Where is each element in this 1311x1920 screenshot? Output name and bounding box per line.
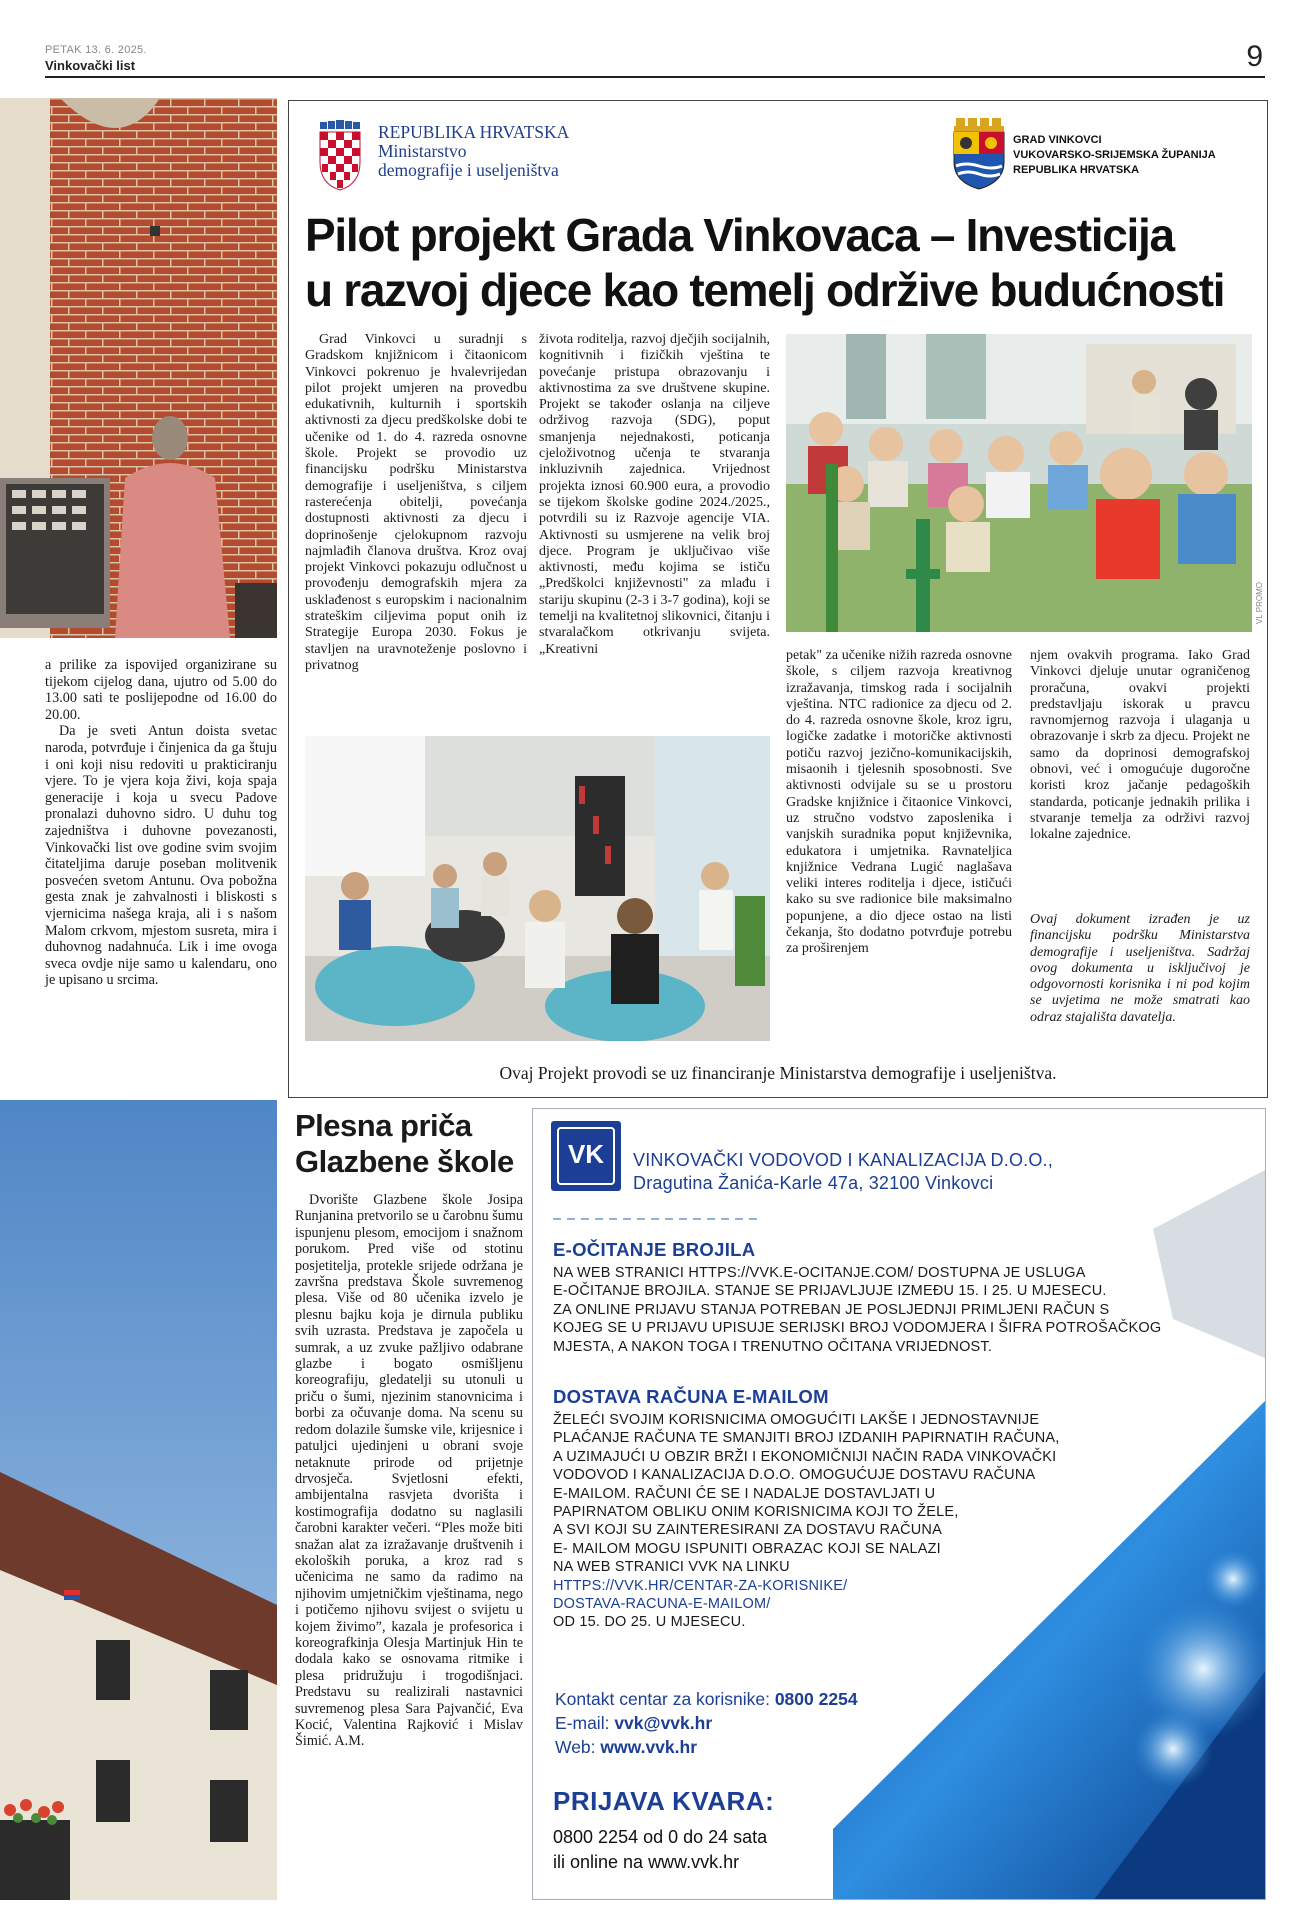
- dance-paragraph: Dvorište Glazbene škole Josipa Runjanina pretvorilo se u čarobnu šumu ispunjenu plesom, emocijom i snažnom porukom. Pred više od stotinu posjetitelja, protekle srijede održana je završna predstava Škole suvremenog plesa. Više od 80 učenika izvelo je plesnu bajku koja je dirnula publiku svih uzrasta. Predstava je započela u sumrak, a uz zvuke pažljivo odabrane glazbe i bogato osmišljenu koreografiju, gledatelji su utonuli u priču o šumi, njezinim stanovnicima i borbi za očuvanje doma. Na scenu su redom dolazile šumske vile, krijesnice i patuljci ujedinjeni u obrani svoje netaknute prirode od prijetnje drvosječa. Svjetlosni efekti, ambijentalna rasvjeta dvorišta i kostimografija dodatno su naglasili čarobni karakter večeri. “Ples može biti snažan alat za izražavanje društvenih i ekoloških poruka, a kroz rad s učenicima ne samo da radimo na njihovim umjetničkim vještinama, nego i potičemo njihovu svijest o svijetu u kojem živimo”, kazala je profesorica i koreografkinja Olesja Martinjuk Hin te dodala kako se osnovama ritmike i plesa pridružuju i trogodišnjaci. Predstavu su realizirali nastavnici suvremenog plesa Sara Pajvančić, Eva Kocić, Valentina Rajković i Mislav Šimić. A.M.: [295, 1192, 523, 1750]
- billing-form-link[interactable]: HTTPS://VVK.HR/CENTAR-ZA-KORISNIKE/: [553, 1577, 848, 1594]
- headline-line: u razvoj djece kao temelj održive budućnosti: [305, 264, 1225, 316]
- ad-line: NA WEB STRANICI VVK NA LINKU: [553, 1559, 790, 1576]
- city-line: REPUBLIKA HRVATSKA: [1013, 164, 1140, 176]
- company-info: [633, 1149, 1053, 1195]
- article-column-4: [1030, 648, 1250, 844]
- title-line: Plesna priča: [295, 1108, 472, 1143]
- eu-disclaimer: Ovaj dokument izrađen je uz financijsku podršku Ministarstva demografije i useljeništva. Sadržaj ovog dokumenta u isključivoj je odgovornosti korisnika i ni pod kojim se uvjetima ne može smatrati kao odraz stajališta davatelja.: [1030, 912, 1250, 1025]
- ad-line: A SVI KOJI SU ZAINTERESIRANI ZA DOSTAVU RAČUNA: [553, 1522, 942, 1539]
- issue-date: PETAK 13. 6. 2025.: [45, 44, 147, 56]
- dance-article-text: [295, 1192, 523, 1750]
- church-photo: [0, 98, 277, 638]
- headline-line: Pilot projekt Grada Vinkovaca – Investicija: [305, 209, 1174, 261]
- contact-phone[interactable]: 0800 2254: [774, 1689, 858, 1709]
- vvk-logo: [551, 1121, 621, 1191]
- article-paragraph: Grad Vinkovci u suradnji s Gradskom knjižnicom i čitaonicom Vinkovci pokrenuo je hvalevrijedan pilot projekt umjeren na provedbu edukativnih, kulturnih i sportskih aktivnosti za djecu predškolske dobi te učenike od 1. do 4. razreda osnovne škole. Projekt se provodio uz financijsku podršku Ministarstva demografije i useljeništva, s ciljem rasterećenja obitelji, povećanja dostupnosti aktivnosti za djecu i doprinošenje cjelokupnom razvoju najmlađih članova društva. Kroz ovaj projekt Vinkovci pokazuju odlučnost u provođenju demografskih mjera za usklađenost s europskim i nacionalnim strateškim ciljevima poput onih iz Strategije Europa 2030. Fokus je stavljen na uravnoteženje poslovno i privatnog: [305, 332, 527, 673]
- article-column-1: [305, 332, 527, 674]
- children-workshop-photo: [786, 334, 1252, 632]
- city-line: GRAD VINKOVCI: [1013, 134, 1102, 146]
- music-school-photo: [0, 1100, 277, 1900]
- title-line: Glazbene škole: [295, 1144, 514, 1179]
- ministry-line: REPUBLIKA HRVATSKA: [378, 122, 570, 142]
- fault-report-text: [553, 1825, 767, 1875]
- billing-form-link[interactable]: DOSTAVA-RACUNA-E-MAILOM/: [553, 1596, 771, 1613]
- ad-line: ZA ONLINE PRIJAVU STANJA POTREBAN JE POSLJEDNJI PRIMLJENI RAČUN S: [553, 1301, 1110, 1318]
- vvk-logo-letters: VK: [567, 1139, 605, 1169]
- city-name: [1013, 133, 1216, 178]
- fault-report-title: PRIJAVA KVARA:: [553, 1786, 775, 1816]
- croatian-coat-of-arms-icon: [318, 120, 362, 197]
- ad-line: NA WEB STRANICI HTTPS://VVK.E-OCITANJE.COM/ DOSTUPNA JE USLUGA: [553, 1265, 1086, 1281]
- left-article-text: [45, 657, 277, 989]
- city-line: VUKOVARSKO-SRIJEMSKA ŽUPANIJA: [1013, 149, 1216, 161]
- ad-line: E-MAILOM. RAČUNI ĆE SE I NADALJE DOSTAVLJATI U: [553, 1485, 936, 1502]
- article-column-3: [786, 648, 1012, 958]
- vvk-advertisement: [532, 1108, 1266, 1900]
- contact-email-line: [555, 1711, 858, 1735]
- photo-credit: VL PROMO: [1255, 582, 1264, 624]
- contact-web-line: [555, 1735, 858, 1759]
- company-name: VINKOVAČKI VODOVOD I KANALIZACIJA D.O.O.,: [633, 1150, 1053, 1170]
- left-paragraph: Da je sveti Antun doista svetac naroda, potvrđuje i činjenica da ga štuju i oni koji nisu redoviti u prakticiranju vjere. To je vjera koja živi, koja spaja generacije i koja u svecu Padove pronalazi duhovno sidro. U duhu tog zajedništva i duhovne povezanosti, Vinkovački list ove godine svim svojim čitateljima daruje poseban molitvenik posvećen svetom Antunu. Ova pobožna gesta znak je zahvalnosti i bliskosti s vjernicima našega kraja, ali i s našom Malom crkvom, mjestom susreta, mira i duhovnog nadahnuća. Lik i ime ovoga sveca ovdje nije samo u kalendaru, ono je upisano u srcima.: [45, 723, 277, 989]
- ministry-name: [378, 123, 569, 180]
- ad-line: E-OČITANJE BROJILA. STANJE SE PRIJAVLJUJE IZMEĐU 15. I 25. U MJESECU.: [553, 1283, 1107, 1300]
- ad-line: 0800 2254 od 0 do 24 sata: [553, 1827, 768, 1847]
- contact-phone-line: [555, 1687, 858, 1711]
- article-paragraph: petak" za učenike nižih razreda osnovne škole, s ciljem razvoja kreativnog izražavanja, timskog rada i socijalnih vještina. NTC radionice za djecu od 2. do 4. razreda osnovne škole, kroz igru, logičke zadatke i motoričke aktivnosti potiču razvoj jezično-komunikacijskih, misaonih i tjelesnih sposobnosti. Sve aktivnosti odvijale su se u prostoru Gradske knjižnice i čitaonice Vinkovci, uz stručno vodstvo zaposlenika i vanjskih suradnika poput književnika, edukatora i umjetnika. Ravnateljica knjižnice Vedrana Lugić naglašava veliki interes roditelja i djece, ističući kako su sve radionice bile maksimalno popunjene, a dio djece ostao na listi čekanja, što dodatno potvrđuje potrebu za proširenjem: [786, 648, 1012, 957]
- article-column-2: [539, 332, 770, 658]
- ad-line: MJESTA, A NAKON TOGA I TRENUTNO OČITANA VRIJEDNOST.: [553, 1338, 993, 1355]
- company-address: Dragutina Žanića-Karle 47a, 32100 Vinkovci: [633, 1173, 994, 1193]
- article-paragraph: života roditelja, razvoj dječjih socijalnih, kognitivnih i fizičkih vještina te povećanje pristupa obrazovanju i aktivnostima za sve društvene skupine. Projekt se također oslanja na ciljeve održivog razvoja (SDG), poput smanjenja nejednakosti, poticanja cjeloživotnog učenja te stvaranja inkluzivnih zajednica. Vrijednost projekta iznosi 60.900 eura, a provodio se tijekom školske godine 2024./2025., potvrdili su iz Razvoje agencije VIA. Aktivnosti su usmjerene na velik broj djece. Program je uključivao više aktivnosti, među kojima se ističu „Predškolci književnosti" za mlađu i stariju skupinu (2-3 i 3-7 godina), koji se temelji na kvalitetnoj slikovnici, čitanju i stvaralačkom otkrivanju svijeta. „Kreativni: [539, 332, 770, 657]
- library-meeting-photo: [305, 736, 770, 1041]
- email-billing-title: DOSTAVA RAČUNA E-MAILOM: [553, 1386, 829, 1407]
- contact-block: [555, 1687, 858, 1759]
- ad-line: PLAĆANJE RAČUNA TE SMANJITI BROJ IZDANIH PAPIRNATIH RAČUNA,: [553, 1430, 1060, 1447]
- dance-article-title: [295, 1108, 535, 1180]
- email-billing-text: [553, 1411, 1060, 1632]
- web-label: Web:: [555, 1737, 601, 1757]
- e-reading-title: E-OČITANJE BROJILA: [553, 1239, 756, 1260]
- left-paragraph: a prilike za ispovijed organizirane su tijekom cijelog dana, ujutro od 5.00 do 13.00 sati te poslijepodne od 16.00 do 20.00.: [45, 657, 277, 723]
- e-reading-text: [553, 1264, 1161, 1356]
- ad-line: KOJEG SE U PRIJAVU UPISUJE SERIJSKI BROJ VODOMJERA I ŠIFRA POTROŠAČKOG: [553, 1320, 1162, 1337]
- funding-note: Ovaj Projekt provodi se uz financiranje Ministarstva demografije i useljeništva.: [499, 1063, 1057, 1083]
- contact-label: Kontakt centar za korisnike:: [555, 1689, 775, 1709]
- page-number: 9: [1246, 40, 1263, 73]
- ad-line: OD 15. DO 25. U MJESECU.: [553, 1614, 746, 1631]
- header-rule: [45, 76, 1265, 78]
- ad-line: ŽELEĆI SVOJIM KORISNICIMA OMOGUĆITI LAKŠE I JEDNOSTAVNIJE: [553, 1412, 1040, 1428]
- ad-line: E- MAILOM MOGU ISPUNITI OBRAZAC KOJI SE NALAZI: [553, 1540, 941, 1557]
- article-headline: [305, 208, 1265, 318]
- email-label: E-mail:: [555, 1713, 615, 1733]
- ministry-line: Ministarstvo: [378, 141, 467, 161]
- ad-line: PAPIRNATOM OBLIKU ONIM KORISNICIMA KOJI TO ŽELE,: [553, 1504, 959, 1521]
- article-paragraph: njem ovakvih programa. Iako Grad Vinkovci djeluje unutar ograničenog proračuna, ovakvi projekti predstavljaju iskorak u pravcu ravnomjernog razvoja i ulaganja u obrazovanje i skrb za djecu. Projekt ne samo da doprinosi demografskoj obnovi, već i omogućuje dugoročne koristi kroz jačanje pedagoških standarda, poticanje jednakih prilika i stvaranje temelja za održivi razvoj lokalne zajednice.: [1030, 648, 1250, 843]
- newspaper-name: Vinkovački list: [45, 58, 136, 73]
- ministry-line: demografije i useljeništva: [378, 160, 559, 180]
- ad-line: A UZIMAJUĆI U OBZIR BRŽI I EKONOMIČNIJI NAČIN RADA VINKOVAČKI: [553, 1448, 1057, 1465]
- contact-email[interactable]: vvk@vvk.hr: [614, 1713, 713, 1733]
- ad-line: VODOVOD I KANALIZACIJA D.O.O. OMOGUĆUJE DOSTAVU RAČUNA: [553, 1467, 1036, 1484]
- vinkovci-coat-of-arms-icon: [952, 118, 1006, 195]
- contact-web[interactable]: www.vvk.hr: [600, 1737, 697, 1757]
- ad-line: ili online na www.vvk.hr: [553, 1852, 740, 1872]
